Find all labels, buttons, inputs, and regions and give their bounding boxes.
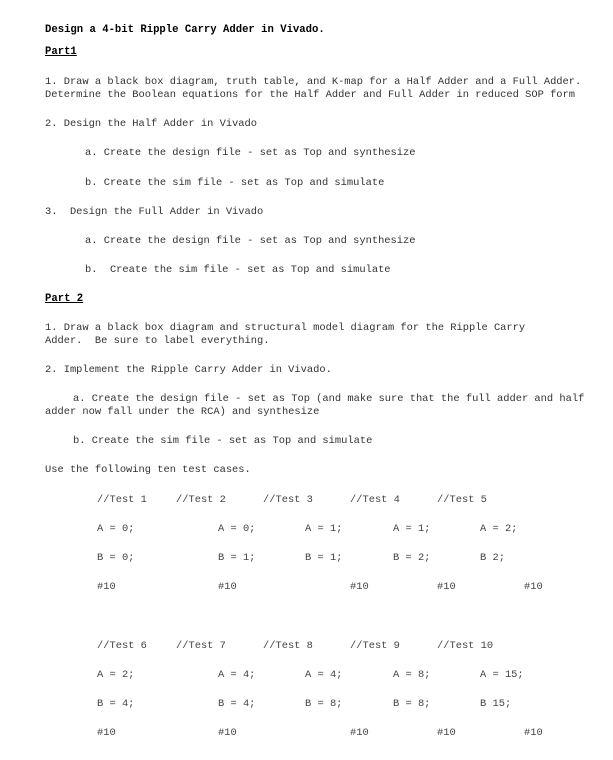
test-a-value: A = 1; <box>305 523 343 535</box>
part1-item1-line2: Determine the Boolean equations for the Half Adder and Full Adder in reduced SOP form <box>45 89 576 101</box>
test-delay: #10 <box>97 581 116 593</box>
test-a-value: A = 4; <box>218 669 256 681</box>
test-delay: #10 <box>218 581 237 593</box>
test-a-value: A = 1; <box>393 523 431 535</box>
part2-item2b: b. Create the sim file - set as Top and simulate <box>73 435 373 447</box>
test-b-value: B = 4; <box>97 698 135 710</box>
test-label: //Test 1 <box>97 494 147 506</box>
part1-item1-line1: 1. Draw a black box diagram, truth table, and K-map for a Half Adder and a Full Adder. <box>45 76 582 88</box>
part2-heading: Part 2 <box>45 293 84 305</box>
test-b-value: B = 2; <box>393 552 431 564</box>
test-delay: #10 <box>97 727 116 739</box>
test-a-value: A = 8; <box>393 669 431 681</box>
test-a-value: A = 2; <box>480 523 518 535</box>
document-title: Design a 4-bit Ripple Carry Adder in Vivado. <box>45 24 325 36</box>
part1-item2a: a. Create the design file - set as Top and synthesize <box>85 147 416 159</box>
test-a-value: A = 4; <box>305 669 343 681</box>
test-delay: #10 <box>524 727 543 739</box>
test-delay: #10 <box>437 727 456 739</box>
test-label: //Test 5 <box>437 494 487 506</box>
part1-item2: 2. Design the Half Adder in Vivado <box>45 118 258 130</box>
part2-item1-line1: 1. Draw a black box diagram and structural model diagram for the Ripple Carry <box>45 322 526 334</box>
test-label: //Test 10 <box>437 640 494 652</box>
test-b-value: B = 1; <box>305 552 343 564</box>
part1-heading: Part1 <box>45 46 77 58</box>
test-delay: #10 <box>350 581 369 593</box>
test-delay: #10 <box>437 581 456 593</box>
test-a-value: A = 0; <box>218 523 256 535</box>
test-b-value: B = 1; <box>218 552 256 564</box>
use-tests-line: Use the following ten test cases. <box>45 464 251 476</box>
test-b-value: B 15; <box>480 698 512 710</box>
test-b-value: B = 0; <box>97 552 135 564</box>
part2-item2a-line2: adder now fall under the RCA) and synthesize <box>45 406 320 418</box>
part2-item2a-line1: a. Create the design file - set as Top (and make sure that the full adder and half <box>73 393 585 405</box>
test-delay: #10 <box>350 727 369 739</box>
test-b-value: B = 8; <box>393 698 431 710</box>
test-label: //Test 4 <box>350 494 400 506</box>
test-label: //Test 9 <box>350 640 400 652</box>
part1-item3b: b. Create the sim file - set as Top and simulate <box>85 264 391 276</box>
test-label: //Test 7 <box>176 640 226 652</box>
part1-item2b: b. Create the sim file - set as Top and simulate <box>85 177 385 189</box>
test-a-value: A = 0; <box>97 523 135 535</box>
part2-item2: 2. Implement the Ripple Carry Adder in Vivado. <box>45 364 332 376</box>
part1-item3a: a. Create the design file - set as Top and synthesize <box>85 235 416 247</box>
part2-item1-line2: Adder. Be sure to label everything. <box>45 335 270 347</box>
test-label: //Test 8 <box>263 640 313 652</box>
test-a-value: A = 2; <box>97 669 135 681</box>
test-b-value: B 2; <box>480 552 505 564</box>
test-a-value: A = 15; <box>480 669 524 681</box>
test-b-value: B = 4; <box>218 698 256 710</box>
test-label: //Test 3 <box>263 494 313 506</box>
test-delay: #10 <box>524 581 543 593</box>
part1-item3: 3. Design the Full Adder in Vivado <box>45 206 264 218</box>
test-b-value: B = 8; <box>305 698 343 710</box>
test-label: //Test 6 <box>97 640 147 652</box>
test-label: //Test 2 <box>176 494 226 506</box>
test-delay: #10 <box>218 727 237 739</box>
